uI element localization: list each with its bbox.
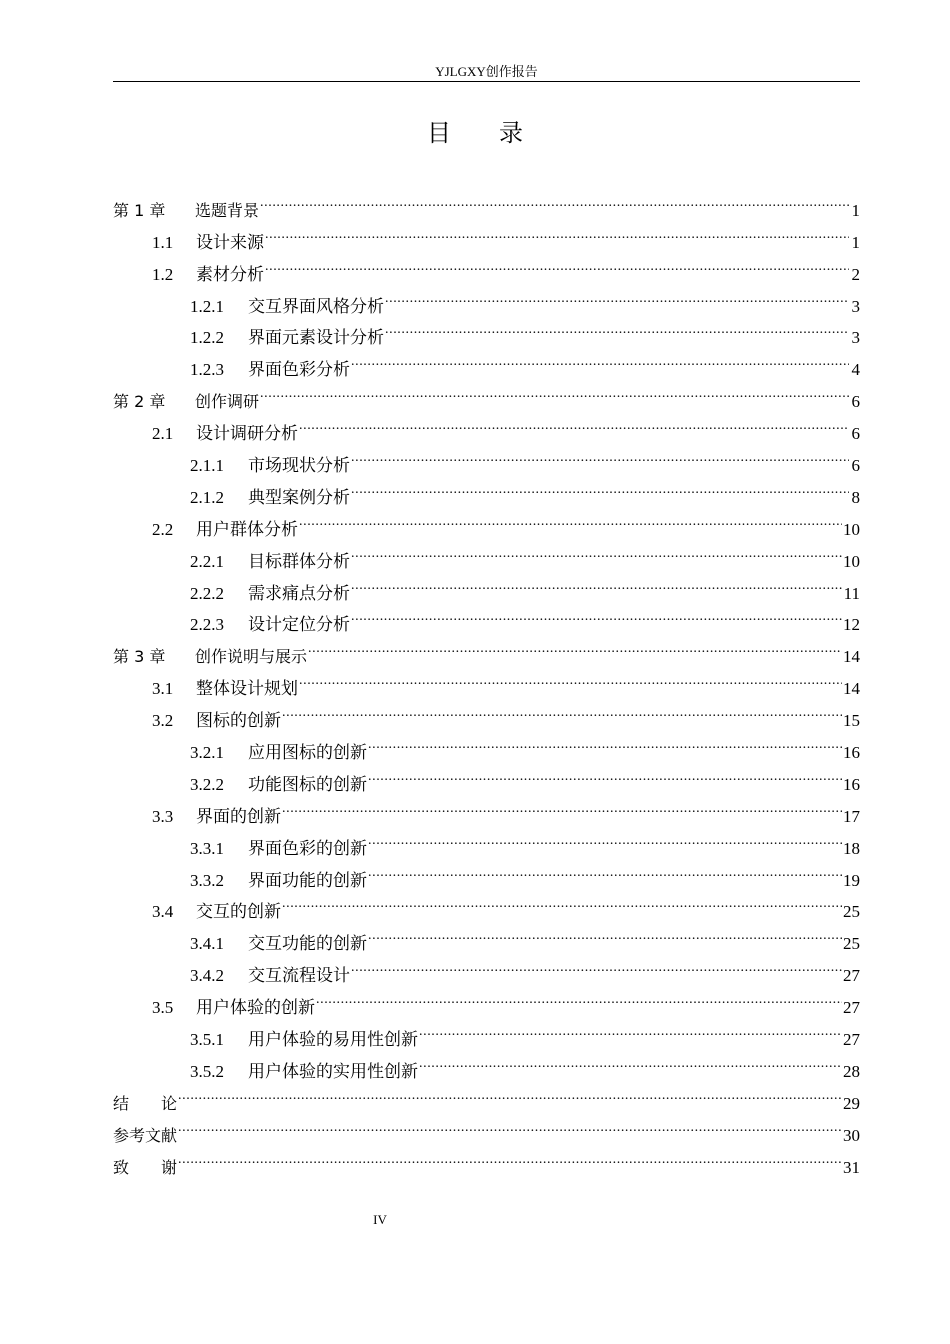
toc-entry-number: 3.3.2 (190, 870, 224, 890)
toc-entry-number: 3.1 (152, 679, 174, 699)
toc-entry-page: 14 (843, 647, 860, 667)
toc-entry-title: 交互流程设计 (248, 966, 350, 986)
toc-entry-page: 28 (843, 1061, 860, 1081)
toc-dot-leader (265, 216, 849, 248)
toc-entry-page: 30 (843, 1125, 860, 1145)
toc-entry-label (152, 673, 298, 705)
toc-dot-leader (385, 280, 849, 312)
toc-entry-number: 3.5.1 (190, 1030, 224, 1050)
toc-entry-label (190, 291, 384, 323)
toc-entry-label (190, 1024, 418, 1056)
toc-dot-leader (368, 917, 842, 949)
toc-entry-title: 用户体验的创新 (196, 998, 315, 1018)
toc-entry-number: 3.4.2 (190, 966, 224, 986)
toc-entry-title: 创作说明与展示 (195, 647, 308, 667)
toc-entry[interactable] (113, 1141, 860, 1177)
toc-entry-label (113, 1088, 177, 1120)
toc-entry-page: 25 (843, 934, 860, 954)
toc-entry-page: 6 (851, 424, 860, 444)
toc-dot-leader (368, 726, 842, 758)
toc-entry-label (152, 801, 281, 833)
toc-entry[interactable] (113, 1109, 860, 1145)
toc-entry-title: 用户体验的易用性创新 (248, 1030, 418, 1050)
title-char-1: 目 (427, 121, 451, 147)
toc-entry-title: 整体设计规划 (196, 679, 298, 699)
toc-entry-number: 2.1 (152, 424, 174, 444)
toc-entry-number: 2.1.1 (190, 456, 224, 476)
toc-entry-title: 交互的创新 (196, 902, 281, 922)
toc-entry-number: 1.2.2 (190, 328, 224, 348)
toc-entry-title: 设计来源 (196, 232, 264, 252)
toc-entry-title: 选题背景 (195, 200, 260, 220)
toc-entry-title: 界面元素设计分析 (248, 328, 384, 348)
toc-dot-leader (178, 1141, 842, 1173)
toc-entry-title: 用户群体分析 (196, 519, 298, 539)
toc-entry-title: 结 论 (113, 1093, 178, 1113)
toc-dot-leader (299, 503, 842, 535)
toc-entry-page: 29 (843, 1093, 860, 1113)
toc-entry-title: 素材分析 (196, 264, 264, 284)
toc-dot-leader (316, 981, 842, 1013)
toc-entry-label (152, 514, 298, 546)
toc-entry-label (113, 195, 259, 227)
toc-dot-leader (351, 471, 849, 503)
toc-entry-page: 3 (851, 296, 860, 316)
toc-entry-number: 3.3 (152, 806, 174, 826)
toc-entry[interactable] (113, 1077, 860, 1113)
toc-entry-title: 界面色彩分析 (248, 360, 350, 380)
toc-entry-label (190, 450, 350, 482)
toc-entry-page: 8 (851, 487, 860, 507)
page-title (0, 118, 950, 150)
toc-entry-page: 3 (851, 328, 860, 348)
toc-entry-label (190, 578, 350, 610)
toc-entry-title: 图标的创新 (196, 711, 281, 731)
toc-entry-label (152, 896, 281, 928)
toc-entry-page: 12 (843, 615, 860, 635)
toc-entry-label (190, 546, 350, 578)
toc-entry-title: 需求痛点分析 (248, 583, 350, 603)
toc-dot-leader (260, 184, 849, 216)
toc-entry-number: 2.2.1 (190, 551, 224, 571)
toc-entry-title: 致 谢 (113, 1157, 178, 1177)
toc-entry-page: 1 (851, 200, 860, 220)
toc-entry-number: 2.2.3 (190, 615, 224, 635)
toc-entry-label (113, 641, 307, 673)
toc-entry-page: 17 (843, 806, 860, 826)
toc-entry-page: 27 (843, 966, 860, 986)
toc-entry-number: 1.1 (152, 232, 174, 252)
toc-dot-leader (282, 886, 842, 918)
toc-entry-page: 10 (843, 551, 860, 571)
toc-dot-leader (260, 375, 849, 407)
toc-dot-leader (351, 535, 842, 567)
toc-entry-number: 第 1 章 (113, 200, 166, 220)
toc-dot-leader (368, 854, 842, 886)
toc-entry-title: 典型案例分析 (248, 487, 350, 507)
toc-entry-label (190, 928, 367, 960)
toc-dot-leader (178, 1077, 842, 1109)
toc-dot-leader (299, 662, 842, 694)
toc-entry-title: 交互功能的创新 (248, 934, 367, 954)
toc-entry-title: 界面色彩的创新 (248, 838, 367, 858)
toc-dot-leader (299, 407, 849, 439)
toc-entry-label (152, 227, 264, 259)
toc-dot-leader (282, 790, 842, 822)
toc-entry-title: 界面的创新 (196, 806, 281, 826)
toc-entry-number: 1.2 (152, 264, 174, 284)
toc-entry-page: 16 (843, 743, 860, 763)
toc-entry-page: 25 (843, 902, 860, 922)
toc-entry-page: 10 (843, 519, 860, 539)
toc-entry-label (113, 1120, 177, 1152)
toc-entry-page: 11 (843, 583, 860, 603)
toc-entry-title: 应用图标的创新 (248, 743, 367, 763)
toc-entry-title: 市场现状分析 (248, 456, 350, 476)
toc-entry-title: 界面功能的创新 (248, 870, 367, 890)
toc-entry-label (113, 386, 259, 418)
toc-entry-page: 4 (851, 360, 860, 380)
title-char-2: 录 (499, 121, 523, 147)
toc-dot-leader (282, 694, 842, 726)
toc-dot-leader (351, 439, 849, 471)
toc-entry-number: 2.1.2 (190, 487, 224, 507)
toc-entry-title: 设计调研分析 (196, 424, 298, 444)
toc-entry-page: 1 (851, 232, 860, 252)
toc-entry[interactable] (113, 184, 860, 220)
toc-entry-label (152, 992, 315, 1024)
toc-entry-label (152, 259, 264, 291)
toc-dot-leader (351, 343, 849, 375)
toc-entry-number: 3.5 (152, 998, 174, 1018)
toc-entry-label (152, 418, 298, 450)
toc-dot-leader (351, 599, 842, 631)
toc-entry-title: 用户体验的实用性创新 (248, 1061, 418, 1081)
toc-dot-leader (419, 1045, 842, 1077)
toc-entry-page: 14 (843, 679, 860, 699)
toc-entry-number: 3.2.1 (190, 743, 224, 763)
toc-entry-number: 2.2.2 (190, 583, 224, 603)
toc-entry-page: 31 (843, 1157, 860, 1177)
toc-entry-title: 参考文献 (113, 1125, 178, 1145)
page-header: YJLGXY创作报告 (113, 62, 860, 82)
toc-entry-number: 3.2.2 (190, 774, 224, 794)
toc-entry-number: 2.2 (152, 519, 174, 539)
toc-entry-label (190, 833, 367, 865)
toc-entry-number: 1.2.3 (190, 360, 224, 380)
toc-dot-leader (419, 1013, 842, 1045)
toc-entry-page: 6 (851, 392, 860, 412)
page-number-footer: IV (373, 1212, 387, 1227)
toc-entry-number: 3.3.1 (190, 838, 224, 858)
toc-entry-number: 3.4 (152, 902, 174, 922)
toc-entry-page: 18 (843, 838, 860, 858)
toc-dot-leader (385, 312, 849, 344)
toc-entry-number: 3.2 (152, 711, 174, 731)
toc-entry-page: 6 (851, 456, 860, 476)
table-of-contents (113, 184, 860, 1177)
toc-entry-label (113, 1152, 177, 1184)
toc-dot-leader (351, 949, 842, 981)
toc-entry-page: 19 (843, 870, 860, 890)
toc-entry-page: 15 (843, 711, 860, 731)
toc-dot-leader (368, 822, 842, 854)
toc-dot-leader (178, 1109, 842, 1141)
toc-entry-title: 目标群体分析 (248, 551, 350, 571)
toc-entry-number: 第 3 章 (113, 647, 166, 667)
toc-entry-page: 2 (851, 264, 860, 284)
toc-entry-page: 27 (843, 1030, 860, 1050)
toc-dot-leader (308, 630, 842, 662)
toc-entry-title: 设计定位分析 (248, 615, 350, 635)
toc-entry-number: 第 2 章 (113, 392, 166, 412)
toc-dot-leader (351, 567, 843, 599)
toc-entry-title: 功能图标的创新 (248, 774, 367, 794)
toc-entry-title: 创作调研 (195, 392, 260, 412)
toc-entry-page: 27 (843, 998, 860, 1018)
toc-entry-number: 3.4.1 (190, 934, 224, 954)
toc-entry-label (190, 737, 367, 769)
toc-entry-page: 16 (843, 774, 860, 794)
toc-entry-number: 3.5.2 (190, 1061, 224, 1081)
toc-entry-title: 交互界面风格分析 (248, 296, 384, 316)
toc-dot-leader (265, 248, 849, 280)
toc-entry-number: 1.2.1 (190, 296, 224, 316)
toc-dot-leader (368, 758, 842, 790)
toc-entry-label (152, 705, 281, 737)
